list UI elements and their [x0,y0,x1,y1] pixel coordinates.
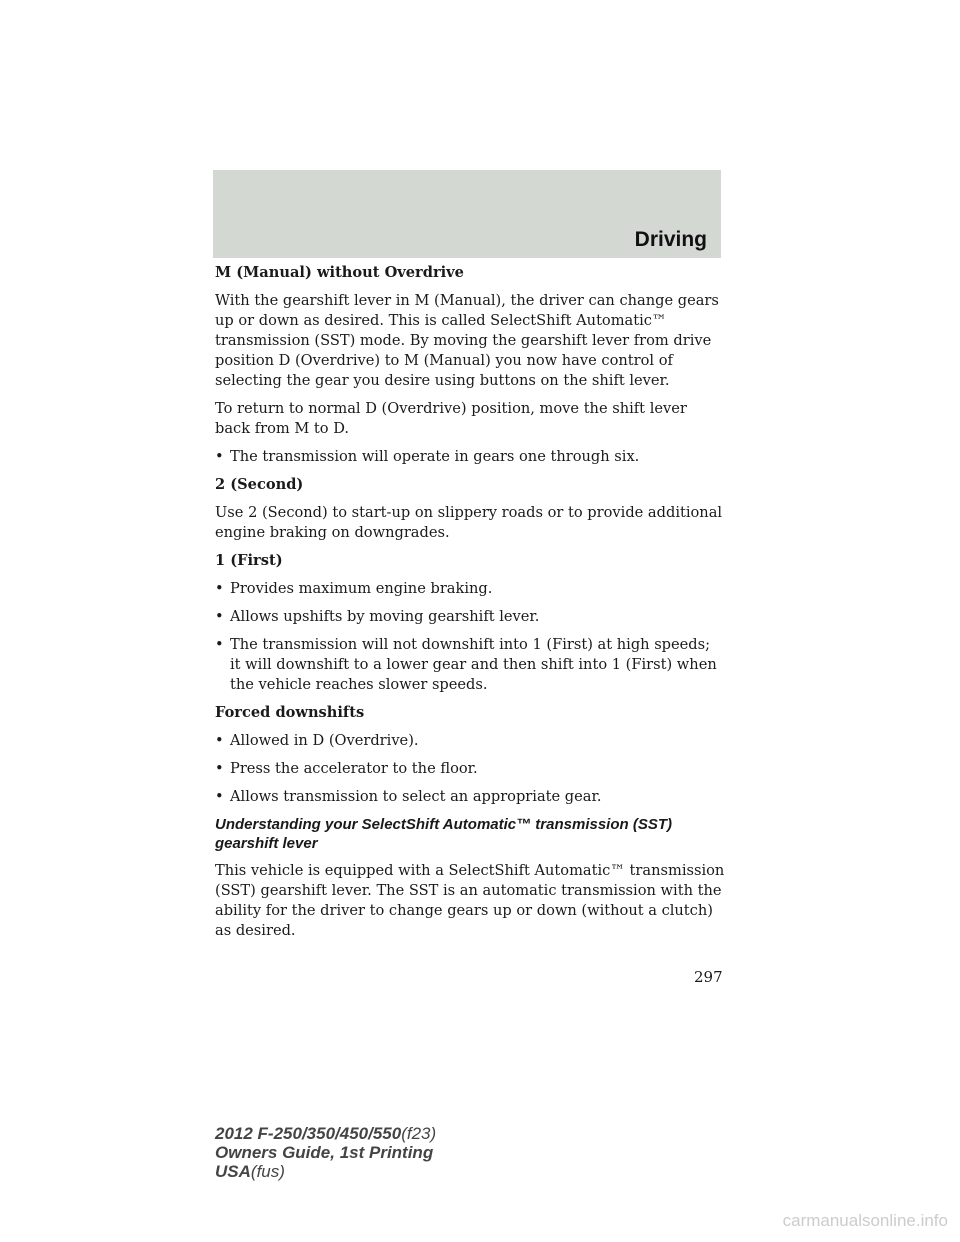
bullet-item-gears [215,447,725,467]
footer-line-2 [215,1143,436,1162]
footer-model: 2012 F-250/350/450/550 [215,1124,402,1143]
bullet-text: Allowed in D (Overdrive). [230,732,419,749]
bullet-icon: • [215,448,224,465]
page-content [215,263,725,949]
bullet-text: Provides maximum engine braking. [230,580,493,597]
bullet-text: The transmission will not downshift into 1 (First) at high speeds; it will downshift to a lower gear and then shift into 1 (First) when the vehicle reaches slower speeds. [230,636,717,693]
bullet-icon: • [215,580,224,597]
footer-line-3 [215,1162,436,1181]
paragraph-manual: With the gearshift lever in M (Manual), the driver can change gears up or down as desired. This is called SelectShift Automatic™ transmission (SST) mode. By moving the gearshift lever from drive position D (Overdrive) to M (Manual) you now have control of selecting the gear you desire using buttons on the shift lever. [215,292,719,389]
footer-guide: Owners Guide, 1st Printing [215,1143,434,1162]
footer-region: USA [215,1162,251,1181]
bullet-text: Allows upshifts by moving gearshift lever. [230,608,540,625]
paragraph-understanding-sst: This vehicle is equipped with a SelectShift Automatic™ transmission (SST) gearshift lever. The SST is an automatic transmission with the ability for the driver to change gears up or down (without a clutch) as desired. [215,862,725,939]
site-watermark: carmanualsonline.info [782,1211,948,1230]
bullet-icon: • [215,636,224,653]
paragraph-return: To return to normal D (Overdrive) position, move the shift lever back from M to D. [215,400,687,437]
heading-first: 1 (First) [215,552,283,569]
bullet-icon: • [215,788,224,805]
bullet-icon: • [215,732,224,749]
bullet-item-forced-3 [215,787,725,807]
bullet-item-forced-2 [215,759,725,779]
heading-understanding-sst: Understanding your SelectShift Automatic™ transmission (SST) gearshift lever [215,816,673,852]
footer-model-code: (f23) [401,1124,437,1143]
bullet-text: Allows transmission to select an appropriate gear. [230,788,602,805]
section-header-band [213,170,721,258]
footer-line-1 [215,1124,436,1143]
heading-forced-downshifts: Forced downshifts [215,704,365,721]
bullet-text: Press the accelerator to the floor. [230,760,478,777]
bullet-icon: • [215,608,224,625]
heading-second: 2 (Second) [215,476,304,493]
page-number: 297 [694,968,723,986]
bullet-item-first-2 [215,607,725,627]
bullet-item-first-1 [215,579,725,599]
heading-manual: M (Manual) without Overdrive [215,264,464,281]
bullet-item-forced-1 [215,731,725,751]
section-title: Driving [634,228,707,251]
bullet-text: The transmission will operate in gears one through six. [230,448,640,465]
document-footer [215,1124,436,1181]
footer-region-code: (fus) [250,1162,285,1181]
bullet-item-first-3 [215,635,725,695]
paragraph-second: Use 2 (Second) to start-up on slippery roads or to provide additional engine braking on downgrades. [215,504,723,541]
bullet-icon: • [215,760,224,777]
